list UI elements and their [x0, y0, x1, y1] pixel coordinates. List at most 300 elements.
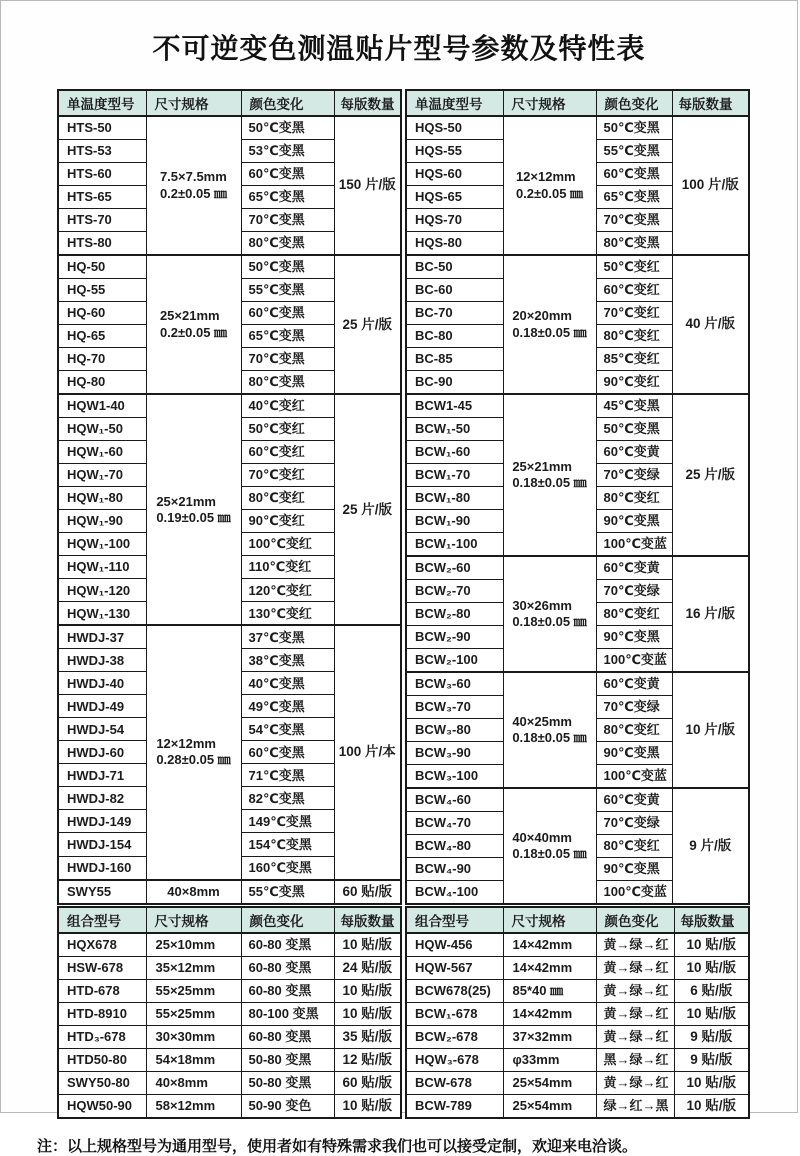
size-line: 25×21mm — [512, 458, 572, 474]
model-cell: HTD50-80 — [58, 1049, 146, 1072]
model-cell: HTS-65 — [58, 186, 146, 209]
color-cell: 65℃变黑 — [241, 186, 334, 209]
header-row — [406, 907, 749, 933]
model-cell: HWDJ-37 — [58, 625, 146, 649]
single-temp-table-right — [405, 89, 750, 905]
qty-cell: 16 片/版 — [672, 556, 749, 672]
color-cell: 80℃变红 — [241, 487, 334, 510]
size-line: 30×26mm — [512, 597, 572, 613]
color-cell: 50℃变红 — [241, 418, 334, 441]
header-row — [406, 90, 749, 116]
model-cell: HQW₁-80 — [58, 487, 146, 510]
size-line: 0.2±0.05 ㎜ — [515, 185, 584, 201]
header-cell-size: 尺寸规格 — [146, 907, 241, 933]
model-cell: HQ-50 — [58, 255, 146, 279]
color-cell: 黄→绿→红 — [596, 1026, 674, 1049]
size-block — [160, 169, 227, 202]
size-line: 0.2±0.05 ㎜ — [159, 324, 228, 340]
color-cell: 70℃变绿 — [596, 696, 672, 719]
color-cell: 80℃变黑 — [596, 232, 672, 256]
table-row — [406, 1095, 749, 1119]
size-cell: 14×42mm — [503, 933, 596, 957]
model-cell: HWDJ-40 — [58, 672, 146, 695]
color-cell: 60℃变黑 — [596, 163, 672, 186]
size-block — [156, 494, 230, 527]
size-cell: 55×25mm — [146, 1003, 241, 1026]
size-cell: 25×54mm — [503, 1072, 596, 1095]
header-cell-qty: 每版数量 — [334, 907, 401, 933]
table-row — [58, 1049, 401, 1072]
qty-cell: 9 片/版 — [672, 788, 749, 904]
qty-cell: 25 片/版 — [672, 394, 749, 556]
model-cell: BCW₄-60 — [406, 788, 503, 812]
size-block — [512, 714, 586, 747]
table-row — [58, 933, 401, 957]
size-line: 40×25mm — [512, 713, 572, 729]
model-cell: BCW₁-100 — [406, 533, 503, 557]
color-cell: 149℃变黑 — [241, 810, 334, 833]
size-line: 12×12mm — [515, 169, 576, 185]
qty-cell: 10 贴/版 — [334, 1095, 401, 1119]
header-cell-size: 尺寸规格 — [503, 907, 596, 933]
model-cell: HQ-70 — [58, 348, 146, 371]
color-cell: 71℃变黑 — [241, 764, 334, 787]
color-cell: 70℃变绿 — [596, 464, 672, 487]
model-cell: BCW1-45 — [406, 394, 503, 418]
color-cell: 50℃变黑 — [596, 116, 672, 140]
combo-section — [57, 906, 746, 1119]
model-cell: HWDJ-49 — [58, 695, 146, 718]
color-cell: 50-80 变黑 — [241, 1049, 334, 1072]
color-cell: 60℃变黄 — [596, 556, 672, 580]
model-cell: HQW₁-130 — [58, 602, 146, 626]
color-cell: 60-80 变黑 — [241, 933, 334, 957]
single-temp-table-left — [57, 89, 402, 905]
size-cell — [503, 394, 596, 556]
model-cell: BCW₂-100 — [406, 649, 503, 673]
color-cell: 160℃变黑 — [241, 856, 334, 880]
model-cell: BCW₂-70 — [406, 580, 503, 603]
model-cell: BCW₂-678 — [406, 1026, 503, 1049]
color-cell: 110℃变红 — [241, 556, 334, 579]
model-cell: BC-80 — [406, 325, 503, 348]
color-cell: 65℃变黑 — [241, 325, 334, 348]
model-cell: HQW₃-678 — [406, 1049, 503, 1072]
model-cell: HWDJ-154 — [58, 833, 146, 856]
table-row — [406, 394, 749, 418]
table-row — [406, 1003, 749, 1026]
color-cell: 90℃变黑 — [596, 742, 672, 765]
color-cell: 60-80 变黑 — [241, 957, 334, 980]
size-block — [512, 459, 586, 492]
model-cell: HWDJ-160 — [58, 856, 146, 880]
color-cell: 100℃变蓝 — [596, 533, 672, 557]
qty-cell: 10 贴/版 — [674, 1072, 749, 1095]
color-cell: 60-80 变黑 — [241, 980, 334, 1003]
table-row — [58, 116, 401, 140]
size-block — [167, 884, 219, 900]
size-cell — [503, 672, 596, 788]
color-cell: 40℃变黑 — [241, 672, 334, 695]
model-cell: SWY55 — [58, 880, 146, 904]
size-line: 0.18±0.05 ㎜ — [512, 846, 587, 861]
model-cell: HQW₁-110 — [58, 556, 146, 579]
size-line: 0.18±0.05 ㎜ — [512, 614, 587, 629]
model-cell: BCW₄-70 — [406, 812, 503, 835]
size-line: 40×40mm — [512, 829, 572, 845]
color-cell: 80℃变红 — [596, 487, 672, 510]
size-cell: 58×12mm — [146, 1095, 241, 1119]
model-cell: BCW₁-80 — [406, 487, 503, 510]
size-cell — [146, 116, 241, 255]
color-cell: 60℃变黑 — [241, 302, 334, 325]
model-cell: BCW678(25) — [406, 980, 503, 1003]
header-cell-qty: 每版数量 — [334, 90, 401, 116]
table-row — [406, 672, 749, 696]
color-cell: 100℃变红 — [241, 533, 334, 556]
table-row — [58, 1072, 401, 1095]
color-cell: 80℃变红 — [596, 719, 672, 742]
color-cell: 80℃变红 — [596, 603, 672, 626]
model-cell: HTS-53 — [58, 140, 146, 163]
table-row — [406, 255, 749, 279]
header-cell-model: 组合型号 — [406, 907, 503, 933]
color-cell: 80℃变红 — [596, 835, 672, 858]
size-cell — [503, 116, 596, 255]
color-cell: 55℃变黑 — [241, 279, 334, 302]
table-row — [406, 116, 749, 140]
color-cell: 黄→绿→红 — [596, 980, 674, 1003]
color-cell: 37℃变黑 — [241, 625, 334, 649]
qty-cell: 10 贴/版 — [674, 957, 749, 980]
qty-cell: 10 片/版 — [672, 672, 749, 788]
model-cell: BCW-678 — [406, 1072, 503, 1095]
model-cell: BC-60 — [406, 279, 503, 302]
qty-cell: 10 贴/版 — [674, 933, 749, 957]
qty-cell: 10 贴/版 — [334, 933, 401, 957]
model-cell: HQW50-90 — [58, 1095, 146, 1119]
size-cell: 30×30mm — [146, 1026, 241, 1049]
header-cell-color: 颜色变化 — [596, 90, 672, 116]
color-cell: 100℃变蓝 — [596, 649, 672, 673]
size-cell — [503, 255, 596, 394]
color-cell: 55℃变黑 — [241, 880, 334, 904]
model-cell: HWDJ-38 — [58, 649, 146, 672]
qty-cell: 9 贴/版 — [674, 1026, 749, 1049]
header-cell-color: 颜色变化 — [241, 907, 334, 933]
color-cell: 50-90 变色 — [241, 1095, 334, 1119]
color-cell: 80℃变黑 — [241, 232, 334, 256]
size-cell — [503, 556, 596, 672]
header-cell-size: 尺寸规格 — [146, 90, 241, 116]
color-cell: 40℃变红 — [241, 394, 334, 418]
qty-cell: 40 片/版 — [672, 255, 749, 394]
table-row — [58, 957, 401, 980]
qty-cell: 10 贴/版 — [334, 980, 401, 1003]
color-cell: 黄→绿→红 — [596, 1003, 674, 1026]
color-cell: 49℃变黑 — [241, 695, 334, 718]
model-cell: BCW₂-80 — [406, 603, 503, 626]
model-cell: HQW₁-70 — [58, 464, 146, 487]
model-cell: BCW₁-50 — [406, 418, 503, 441]
combo-table-right — [405, 906, 750, 1119]
model-cell: BCW₃-60 — [406, 672, 503, 696]
model-cell: HQW-567 — [406, 957, 503, 980]
color-cell: 45℃变黑 — [596, 394, 672, 418]
model-cell: HTD-678 — [58, 980, 146, 1003]
model-cell: HQS-55 — [406, 140, 503, 163]
table-row — [406, 788, 749, 812]
model-cell: BC-50 — [406, 255, 503, 279]
model-cell: BCW₁-90 — [406, 510, 503, 533]
table-row — [58, 255, 401, 279]
size-line: 25×21mm — [156, 493, 216, 509]
color-cell: 70℃变绿 — [596, 812, 672, 835]
size-cell: φ33mm — [503, 1049, 596, 1072]
color-cell: 70℃变黑 — [241, 209, 334, 232]
size-cell — [146, 625, 241, 879]
header-cell-size: 尺寸规格 — [503, 90, 596, 116]
header-cell-color: 颜色变化 — [596, 907, 674, 933]
size-cell — [146, 880, 241, 904]
color-cell: 90℃变黑 — [596, 858, 672, 881]
size-cell: 14×42mm — [503, 957, 596, 980]
model-cell: BCW₂-60 — [406, 556, 503, 580]
color-cell: 90℃变红 — [241, 510, 334, 533]
qty-cell: 100 片/本 — [334, 625, 401, 879]
model-cell: HWDJ-60 — [58, 741, 146, 764]
table-row — [58, 1003, 401, 1026]
table-row — [58, 1026, 401, 1049]
size-cell: 37×32mm — [503, 1026, 596, 1049]
color-cell: 50℃变红 — [596, 255, 672, 279]
color-cell: 绿→红→黑 — [596, 1095, 674, 1119]
size-line: 0.28±0.05 ㎜ — [156, 752, 231, 768]
qty-cell: 25 片/版 — [334, 394, 401, 625]
model-cell: BCW₃-90 — [406, 742, 503, 765]
color-cell: 黄→绿→红 — [596, 1072, 674, 1095]
model-cell: HQX678 — [58, 933, 146, 957]
color-cell: 50℃变黑 — [241, 116, 334, 140]
color-cell: 85℃变红 — [596, 348, 672, 371]
model-cell: HQ-60 — [58, 302, 146, 325]
qty-cell: 24 贴/版 — [334, 957, 401, 980]
size-cell: 35×12mm — [146, 957, 241, 980]
model-cell: HTS-80 — [58, 232, 146, 256]
combo-table-left — [57, 906, 402, 1119]
color-cell: 黑→绿→红 — [596, 1049, 674, 1072]
size-cell: 25×10mm — [146, 933, 241, 957]
color-cell: 60-80 变黑 — [241, 1026, 334, 1049]
qty-cell: 25 片/版 — [334, 255, 401, 394]
size-line: 0.18±0.05 ㎜ — [512, 475, 587, 490]
table-row — [406, 980, 749, 1003]
size-line: 25×21mm — [159, 308, 220, 324]
table-row — [58, 1095, 401, 1119]
size-block — [512, 598, 586, 631]
header-cell-model: 单温度型号 — [58, 90, 146, 116]
color-cell: 90℃变黑 — [596, 626, 672, 649]
model-cell: BCW₃-70 — [406, 696, 503, 719]
qty-cell: 100 片/版 — [672, 116, 749, 255]
color-cell: 100℃变蓝 — [596, 765, 672, 789]
qty-cell: 10 贴/版 — [674, 1003, 749, 1026]
color-cell: 80-100 变黑 — [241, 1003, 334, 1026]
qty-cell: 150 片/版 — [334, 116, 401, 255]
table-row — [58, 394, 401, 418]
size-line: 0.18±0.05 ㎜ — [512, 730, 587, 745]
qty-cell: 9 贴/版 — [674, 1049, 749, 1072]
model-cell: HTS-70 — [58, 209, 146, 232]
model-cell: HWDJ-71 — [58, 764, 146, 787]
size-cell — [146, 394, 241, 625]
size-cell — [146, 255, 241, 394]
qty-cell: 60 贴/版 — [334, 1072, 401, 1095]
size-line: 20×20mm — [512, 308, 572, 324]
model-cell: HQW-456 — [406, 933, 503, 957]
color-cell: 154℃变黑 — [241, 833, 334, 856]
color-cell: 70℃变黑 — [596, 209, 672, 232]
size-line: 0.18±0.05 ㎜ — [512, 324, 587, 340]
model-cell: HWDJ-82 — [58, 787, 146, 810]
size-line: 12×12mm — [156, 736, 216, 752]
color-cell: 80℃变黑 — [241, 371, 334, 395]
size-block — [516, 169, 583, 202]
size-line: 40×8mm — [167, 883, 220, 899]
size-cell: 85*40 ㎜ — [503, 980, 596, 1003]
model-cell: HQS-60 — [406, 163, 503, 186]
model-cell: BCW₁-70 — [406, 464, 503, 487]
qty-cell: 10 贴/版 — [674, 1095, 749, 1119]
model-cell: HQ-80 — [58, 371, 146, 395]
color-cell: 黄→绿→红 — [596, 957, 674, 980]
model-cell: HTD₃-678 — [58, 1026, 146, 1049]
size-line: 7.5×7.5mm — [159, 169, 227, 185]
header-row — [58, 907, 401, 933]
table-row — [406, 1049, 749, 1072]
model-cell: BCW₃-100 — [406, 765, 503, 789]
size-cell: 54×18mm — [146, 1049, 241, 1072]
model-cell: HQW₁-90 — [58, 510, 146, 533]
table-row — [58, 980, 401, 1003]
size-cell: 55×25mm — [146, 980, 241, 1003]
model-cell: HTS-50 — [58, 116, 146, 140]
qty-cell: 60 贴/版 — [334, 880, 401, 904]
color-cell: 55℃变黑 — [596, 140, 672, 163]
color-cell: 60℃变黑 — [241, 741, 334, 764]
color-cell: 54℃变黑 — [241, 718, 334, 741]
color-cell: 130℃变红 — [241, 602, 334, 626]
header-cell-model: 单温度型号 — [406, 90, 503, 116]
size-cell: 25×54mm — [503, 1095, 596, 1119]
header-row — [58, 90, 401, 116]
color-cell: 120℃变红 — [241, 579, 334, 602]
footer-note: 注：以上规格型号为通用型号，使用者如有特殊需求我们也可以接受定制，欢迎来电洽谈。 — [37, 1138, 638, 1155]
color-cell: 50℃变黑 — [596, 418, 672, 441]
table-row — [58, 880, 401, 904]
color-cell: 100℃变蓝 — [596, 881, 672, 905]
color-cell: 60℃变黄 — [596, 672, 672, 696]
header-cell-qty: 每版数量 — [674, 907, 749, 933]
size-line: 0.19±0.05 ㎜ — [156, 509, 231, 525]
model-cell: HQS-70 — [406, 209, 503, 232]
color-cell: 82℃变黑 — [241, 787, 334, 810]
color-cell: 60℃变黄 — [596, 788, 672, 812]
model-cell: HQ-65 — [58, 325, 146, 348]
color-cell: 80℃变红 — [596, 325, 672, 348]
model-cell: HTD-8910 — [58, 1003, 146, 1026]
color-cell: 60℃变黑 — [241, 163, 334, 186]
header-cell-color: 颜色变化 — [241, 90, 334, 116]
table-row — [406, 556, 749, 580]
size-block — [160, 308, 227, 341]
table-row — [406, 957, 749, 980]
qty-cell: 35 贴/版 — [334, 1026, 401, 1049]
header-cell-model: 组合型号 — [58, 907, 146, 933]
model-cell: HQW1-40 — [58, 394, 146, 418]
model-cell: SWY50-80 — [58, 1072, 146, 1095]
size-line: 0.2±0.05 ㎜ — [159, 185, 228, 201]
model-cell: HQ-55 — [58, 279, 146, 302]
qty-cell: 12 贴/版 — [334, 1049, 401, 1072]
model-cell: BC-70 — [406, 302, 503, 325]
table-row — [406, 1072, 749, 1095]
single-temp-section — [57, 89, 746, 905]
color-cell: 50℃变黑 — [241, 255, 334, 279]
model-cell: BCW₁-60 — [406, 441, 503, 464]
model-cell: HWDJ-149 — [58, 810, 146, 833]
color-cell: 90℃变红 — [596, 371, 672, 395]
size-cell: 40×8mm — [146, 1072, 241, 1095]
model-cell: HQW₁-60 — [58, 441, 146, 464]
model-cell: HQS-80 — [406, 232, 503, 256]
color-cell: 90℃变黑 — [596, 510, 672, 533]
model-cell: BCW₄-80 — [406, 835, 503, 858]
model-cell: HTS-60 — [58, 163, 146, 186]
color-cell: 70℃变红 — [596, 302, 672, 325]
color-cell: 60℃变红 — [241, 441, 334, 464]
model-cell: BC-85 — [406, 348, 503, 371]
color-cell: 60℃变黄 — [596, 441, 672, 464]
color-cell: 65℃变黑 — [596, 186, 672, 209]
table-row — [406, 1026, 749, 1049]
model-cell: HQW₁-100 — [58, 533, 146, 556]
size-cell: 14×42mm — [503, 1003, 596, 1026]
model-cell: HQW₁-50 — [58, 418, 146, 441]
model-cell: HSW-678 — [58, 957, 146, 980]
color-cell: 60℃变红 — [596, 279, 672, 302]
color-cell: 黄→绿→红 — [596, 933, 674, 957]
size-cell — [503, 788, 596, 904]
table-row — [58, 625, 401, 649]
model-cell: HQS-65 — [406, 186, 503, 209]
color-cell: 70℃变红 — [241, 464, 334, 487]
model-cell: BCW₄-90 — [406, 858, 503, 881]
color-cell: 53℃变黑 — [241, 140, 334, 163]
color-cell: 70℃变绿 — [596, 580, 672, 603]
color-cell: 50-80 变黑 — [241, 1072, 334, 1095]
qty-cell: 6 贴/版 — [674, 980, 749, 1003]
model-cell: HQW₁-120 — [58, 579, 146, 602]
model-cell: BCW-789 — [406, 1095, 503, 1119]
model-cell: BCW₂-90 — [406, 626, 503, 649]
size-block — [512, 830, 586, 863]
model-cell: BCW₁-678 — [406, 1003, 503, 1026]
color-cell: 70℃变黑 — [241, 348, 334, 371]
model-cell: BC-90 — [406, 371, 503, 395]
color-cell: 38℃变黑 — [241, 649, 334, 672]
size-block — [512, 308, 586, 341]
